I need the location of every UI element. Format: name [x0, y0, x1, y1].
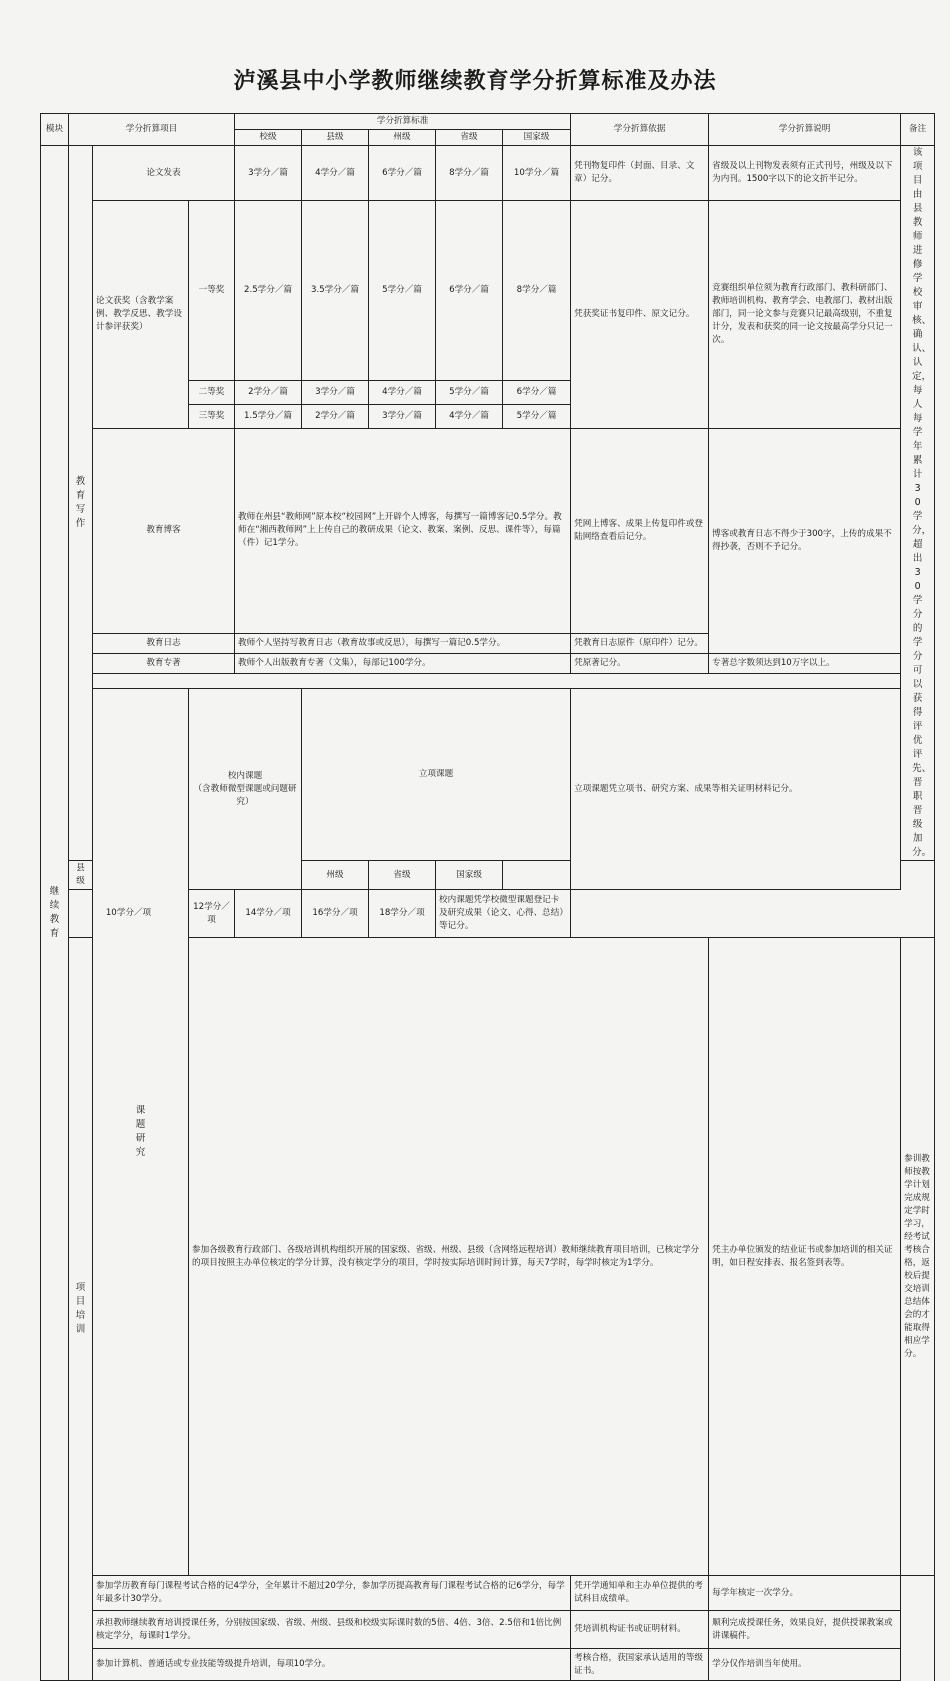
- item-lunwen: 论文发表: [93, 146, 235, 201]
- keti-xiaonei-header: [189, 689, 302, 890]
- content-zhuanzhu: 教师个人出版教育专著（文集），每部记100学分。: [235, 654, 571, 674]
- value-cell: 3.5学分／篇: [302, 201, 369, 381]
- lixiang-value: 16学分／项: [302, 890, 369, 938]
- basis-boke: 凭网上博客、成果上传复印件或登陆网络查看后记分。: [571, 428, 709, 634]
- value-cell: 6学分／篇: [436, 201, 503, 381]
- value-cell: 8学分／篇: [436, 146, 503, 201]
- header-module: 模块: [41, 114, 69, 146]
- explain-peixun-4: 学分仅作培训当年使用。: [709, 1649, 901, 1681]
- lixiang-level: 国家级: [436, 861, 503, 890]
- basis-huojiang: 凭获奖证书复印件、原文记分。: [571, 201, 709, 429]
- remark-cell: 该项目由县教师进修学校审核、确认、认定，每人每学年累计30学分，超出30学分的学分可以获得评优评先、晋职晋级加分。: [901, 146, 935, 861]
- award-level: 一等奖: [189, 201, 235, 381]
- level-header: 国家级: [503, 130, 571, 146]
- lixiang-level: 省级: [369, 861, 436, 890]
- item-boke: 教育博客: [93, 428, 235, 634]
- header-basis: 学分折算依据: [571, 114, 709, 146]
- value-cell: 3学分／篇: [235, 146, 302, 201]
- lixiang-value: 18学分／项: [369, 890, 436, 938]
- content-peixun-4: 参加计算机、普通话或专业技能等级提升培训，每项10学分。: [93, 1649, 571, 1681]
- header-explain: 学分折算说明: [709, 114, 901, 146]
- value-cell: 5学分／篇: [369, 201, 436, 381]
- credit-table: [40, 113, 935, 1681]
- value-cell: 6学分／篇: [369, 146, 436, 201]
- explain-peixun-1: 参训教师按教学计划完成规定学时学习，经考试考核合格，返校后提交培训总结体会的才能取得相应学分。: [901, 938, 935, 1576]
- credit-table-sheet: [40, 113, 934, 1676]
- category-xiangmu: 项目培训: [69, 938, 93, 1681]
- explain-peixun-3: 顺利完成授课任务，效果良好，提供授课教案或讲课稿件。: [709, 1611, 901, 1649]
- header-remark: 备注: [901, 114, 935, 146]
- header-item: 学分折算项目: [69, 114, 235, 146]
- basis-peixun-2: 凭开学通知单和主办单位提供的考试科目成绩单。: [571, 1576, 709, 1611]
- basis-keti-xiaonei: 校内课题凭学校微型课题登记卡及研究成果（论文、心得、总结）等记分。: [436, 890, 571, 938]
- item-rizhi: 教育日志: [93, 634, 235, 654]
- value-cell: 2学分／篇: [235, 380, 302, 404]
- explain-huojiang: 竞赛组织单位须为教育行政部门、教科研部门、教师培训机构、教育学会、电教部门、教材出版部门，同一论文参与竞赛只记最高级别，不重复计分，发表和获奖的同一论文按最高学分只记一次。: [709, 201, 901, 429]
- content-rizhi: 教师个人坚持写教育日志（教育故事或反思），每撰写一篇记0.5学分。: [235, 634, 571, 654]
- explain-lunwen: 省级及以上刊物发表须有正式刊号，州级及以下为内刊。1500字以下的论文折半记分。: [709, 146, 901, 201]
- keti-xiaonei-sub: （含教师微型课题或问题研究）: [193, 783, 297, 807]
- item-huojiang: 论文获奖（含教学案例、教学反思、教学设计参评获奖）: [93, 201, 189, 429]
- value-cell: 8学分／篇: [503, 201, 571, 381]
- value-cell: 5学分／篇: [503, 404, 571, 428]
- basis-zhuanzhu: 凭原著记分。: [571, 654, 709, 674]
- value-cell: 6学分／篇: [503, 380, 571, 404]
- award-level: 三等奖: [189, 404, 235, 428]
- basis-peixun-4: 考核合格，获国家承认适用的等级证书。: [571, 1649, 709, 1681]
- content-boke: 教师在州县“教师网”原本校“校园网”上开辟个人博客，每撰写一篇博客记0.5学分。教师在“湘西教师网”上上传自己的教研成果（论文、教案、案例、反思、课件等），每篇（件）记1学分。: [235, 428, 571, 634]
- lixiang-level: 州级: [302, 861, 369, 890]
- category-jiaoyu: 教育写作: [69, 146, 93, 861]
- category-keti-cell: 课题研究: [93, 689, 189, 1576]
- explain-peixun-2: 每学年核定一次学分。: [709, 1576, 901, 1611]
- level-header: 县级: [302, 130, 369, 146]
- value-cell: 2学分／篇: [302, 404, 369, 428]
- content-peixun-3: 承担教师继续教育培训授课任务，分别按国家级、省级、州级、县级和校级实际课时数的5倍、4倍、3倍、2.5倍和1倍比例核定学分，每课时1学分。: [93, 1611, 571, 1649]
- lixiang-value: 14学分／项: [235, 890, 302, 938]
- lixiang-level: 县级: [69, 861, 93, 890]
- item-zhuanzhu: 教育专著: [93, 654, 235, 674]
- level-header: 校级: [235, 130, 302, 146]
- keti-xiaonei-title: 校内课题: [227, 770, 263, 781]
- value-cell: 2.5学分／篇: [235, 201, 302, 381]
- award-level: 二等奖: [189, 380, 235, 404]
- content-peixun-2: 参加学历教育每门课程考试合格的记4学分，全年累计不超过20学分，参加学历提高教育每门课程考试合格的记6学分，每学年最多计30学分。: [93, 1576, 571, 1611]
- value-cell: 3学分／篇: [302, 380, 369, 404]
- keti-lixiang-title: 立项课题: [302, 689, 571, 861]
- value-cell: 4学分／篇: [436, 404, 503, 428]
- explain-zhuanzhu: 专著总字数须达到10万字以上。: [709, 654, 901, 674]
- value-cell: 4学分／篇: [302, 146, 369, 201]
- module-jixu: 继续教育: [41, 146, 69, 1681]
- basis-peixun-3: 凭培训机构证书或证明材料。: [571, 1611, 709, 1649]
- value-cell: 5学分／篇: [436, 380, 503, 404]
- keti-xiaonei-value: 10学分／项: [69, 890, 189, 938]
- level-header: 州级: [369, 130, 436, 146]
- basis-keti-lixiang: 立项课题凭立项书、研究方案、成果等相关证明材料记分。: [571, 689, 901, 890]
- header-standard: 学分折算标准: [235, 114, 571, 130]
- level-header: 省级: [436, 130, 503, 146]
- value-cell: 10学分／篇: [503, 146, 571, 201]
- content-peixun-1: 参加各级教育行政部门、各级培训机构组织开展的国家级、省级、州级、县级（含网络远程培训）教师继续教育项目培训，已核定学分的项目按照主办单位核定的学分计算，没有核定学分的项目，学时按实际培训时间计算，每天7学时，每学时核定为1学分。: [189, 938, 709, 1576]
- explain-boke: 博客或教育日志不得少于300字，上传的成果不得抄袭，否则不予记分。: [709, 428, 901, 654]
- value-cell: 4学分／篇: [369, 380, 436, 404]
- basis-rizhi: 凭教育日志原件（原印件）记分。: [571, 634, 709, 654]
- value-cell: 1.5学分／篇: [235, 404, 302, 428]
- value-cell: 3学分／篇: [369, 404, 436, 428]
- lixiang-value: 12学分／项: [189, 890, 235, 938]
- basis-lunwen: 凭刊物复印件（封面、目录、文章）记分。: [571, 146, 709, 201]
- basis-peixun-1: 凭主办单位颁发的结业证书或参加培训的相关证明，如日程安排表、报名签到表等。: [709, 938, 901, 1576]
- page-title: 泸溪县中小学教师继续教育学分折算标准及办法: [233, 69, 717, 94]
